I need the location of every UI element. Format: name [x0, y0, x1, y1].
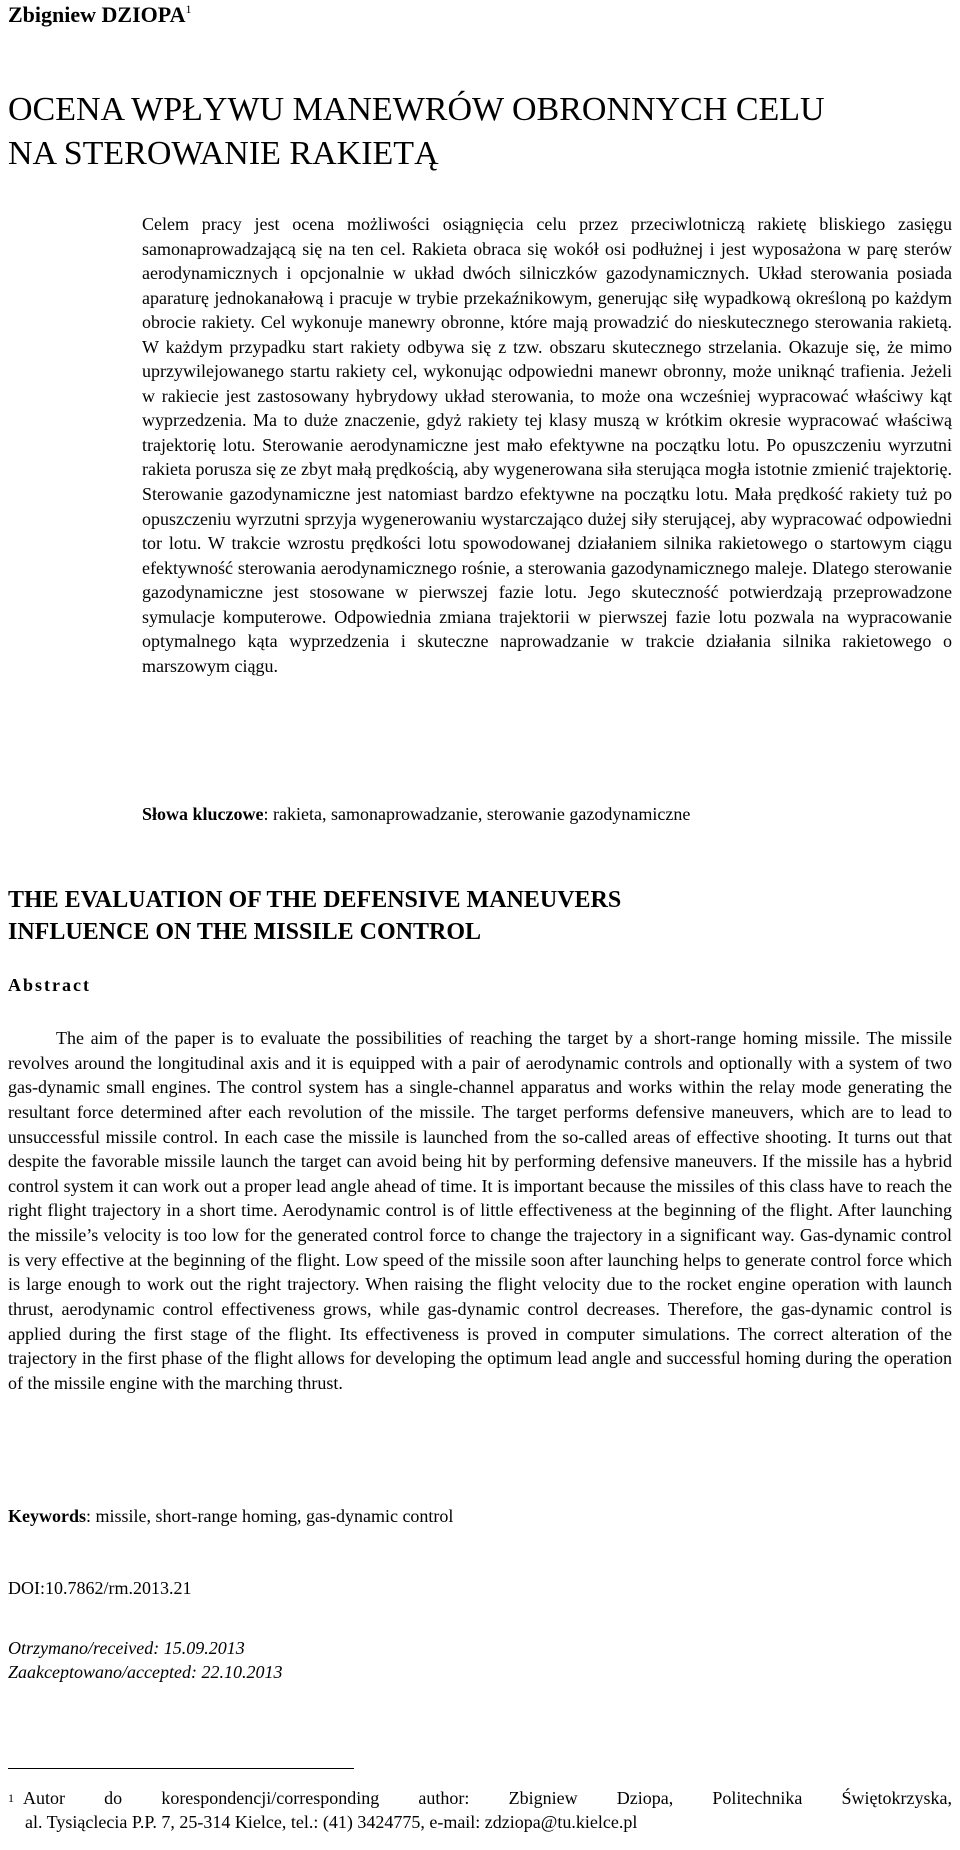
title-polish — [8, 88, 825, 176]
doi: DOI:10.7862/rm.2013.21 — [8, 1578, 192, 1598]
keywords-polish — [142, 802, 690, 826]
title-polish-line1: OCENA WPŁYWU MANEWRÓW OBRONNYCH CELU — [8, 91, 825, 128]
keywords-english-text: : missile, short-range homing, gas-dynamic control — [86, 1506, 454, 1526]
abstract-english: The aim of the paper is to evaluate the possibilities of reaching the target by a short-range homing missile. The missile revolves around the longitudinal axis and it is equipped with a pair of aerodynamic controls and optionally with a system of two gas-dynamic small engines. The control system has a single-channel apparatus and works within the relay mode generating the resultant force determined after each revolution of the missile. The target performs defensive maneuvers, which are to lead to unsuccessful missile control. In each case the missile is launched from the so-called areas of effective shooting. It turns out that despite the favorable missile launch the target can avoid being hit by performing defensive maneuvers. If the missile has a hybrid control system it can work out a proper lead angle ahead of time. It is important because the missiles of this class have to reach the right flight trajectory in a short time. Aerodynamic control is of little effectiveness at the beginning of the flight. After launching the missile’s velocity is too low for the generated control force to change the trajectory in a significant way. Gas-dynamic control is very effective at the beginning of the flight. Low speed of the missile soon after launching helps to generate control force which is large enough to work out the right trajectory. When raising the flight velocity due to the rocket engine operation with launch thrust, aerodynamic control effectiveness grows, while gas-dynamic control decreases. Therefore, the gas-dynamic control is applied during the first stage of the flight. Its effectiveness is proved in computer simulations. The correct alteration of the trajectory in the first phase of the flight allows for developing the optimum lead angle and successful homing during the operation of the missile engine with the marching thrust. — [8, 1028, 952, 1393]
footnote — [8, 1786, 952, 1834]
abstract-polish: Celem pracy jest ocena możliwości osiągnięcia celu przez przeciwlotniczą rakietę bliskiego zasięgu samonaprowadzającą się na ten cel. Rakieta obraca się wokół osi podłużnej i jest wyposażona w parę sterów aerodynamicznych i opcjonalnie w układ dwóch silniczków gazodynamicznych. Układ sterowania posiada aparaturę jednokanałową i pracuje w trybie przekaźnikowym, generując siłę wypadkową określoną po każdym obrocie rakiety. Cel wykonuje manewry obronne, które mają prowadzić do nieskutecznego sterowania rakietą. W każdym przypadku start rakiety odbywa się z tzw. obszaru skutecznego strzelania. Okazuje się, że mimo uprzywilejowanego startu rakiety cel, wykonując odpowiedni manewr obronny, może uniknąć trafienia. Jeżeli w rakiecie jest zastosowany hybrydowy układ sterowania, to może ona wcześniej wypracować właściwy kąt wyprzedzenia. Ma to duże znaczenie, gdyż rakiety tej klasy muszą w krótkim okresie wypracować właściwą trajektorię lotu. Sterowanie aerodynamiczne jest mało efektywne na początku lotu. Po opuszczeniu wyrzutni rakieta porusza się ze zbyt małą prędkością, aby wygenerowana siła sterująca mogła istotnie zmienić trajektorię. Sterowanie gazodynamiczne jest natomiast bardzo efektywne na początku lotu. Mała prędkość rakiety tuż po opuszczeniu wyrzutni sprzyja wygenerowaniu wystarczająco dużej siły sterującej, aby wypracować odpowiedni tor lotu. W trakcie wzrostu prędkości lotu spowodowanej działaniem silnika rakietowego o startowym ciągu efektywność sterowania aerodynamicznego rośnie, a sterowania gazodynamicznego maleje. Dlatego sterowanie gazodynamiczne jest stosowane w pierwszej fazie lotu. Jego skuteczność potwierdzają przeprowadzone symulacje komputerowe. Odpowiednia zmiana trajektorii w pierwszej fazie lotu pozwala na wypracowanie optymalnego kąta wyprzedzenia i skuteczne naprowadzanie w trakcie działania silnika rakietowego o marszowym ciągu. — [142, 214, 952, 676]
keywords-polish-text: : rakieta, samonaprowadzanie, sterowanie gazodynamiczne — [263, 804, 691, 824]
dates — [8, 1636, 282, 1684]
keywords-english-label: Keywords — [8, 1506, 86, 1526]
footnote-word: $^1$ Autor — [8, 1788, 65, 1808]
footnote-line2: al. Tysiąclecia P.P. 7, 25-314 Kielce, tel.: (41) 3424775, e-mail: zdziopa@tu.kielce.pl — [25, 1812, 638, 1832]
footnote-rule — [8, 1768, 354, 1769]
title-english-line2: INFLUENCE ON THE MISSILE CONTROL — [8, 919, 481, 945]
footnote-mark: 1 — [8, 1791, 14, 1805]
title-english — [8, 884, 621, 948]
date-received: Otrzymano/received: 15.09.2013 — [8, 1638, 245, 1658]
title-english-line1: THE EVALUATION OF THE DEFENSIVE MANEUVERS — [8, 887, 622, 913]
footnote-word: Dziopa, — [616, 1788, 674, 1808]
footnote-word: Politechnika — [712, 1788, 803, 1808]
author-name — [8, 2, 191, 28]
author-footnote-mark: 1 — [185, 2, 192, 16]
footnote-word: korespondencji/corresponding — [161, 1788, 380, 1808]
keywords-english — [8, 1504, 453, 1528]
author-name-text: Zbigniew DZIOPA — [8, 2, 186, 27]
date-accepted: Zaakceptowano/accepted: 22.10.2013 — [8, 1662, 283, 1682]
footnote-line1 — [8, 1786, 952, 1810]
footnote-word: Zbigniew — [508, 1788, 578, 1808]
footnote-word: Świętokrzyska, — [841, 1788, 952, 1808]
abstract-heading: Abstract — [8, 975, 91, 995]
footnote-word: author: — [418, 1788, 470, 1808]
title-polish-line2: NA STEROWANIE RAKIETĄ — [8, 135, 439, 172]
footnote-word: do — [104, 1788, 123, 1808]
keywords-polish-label: Słowa kluczowe — [142, 804, 264, 824]
